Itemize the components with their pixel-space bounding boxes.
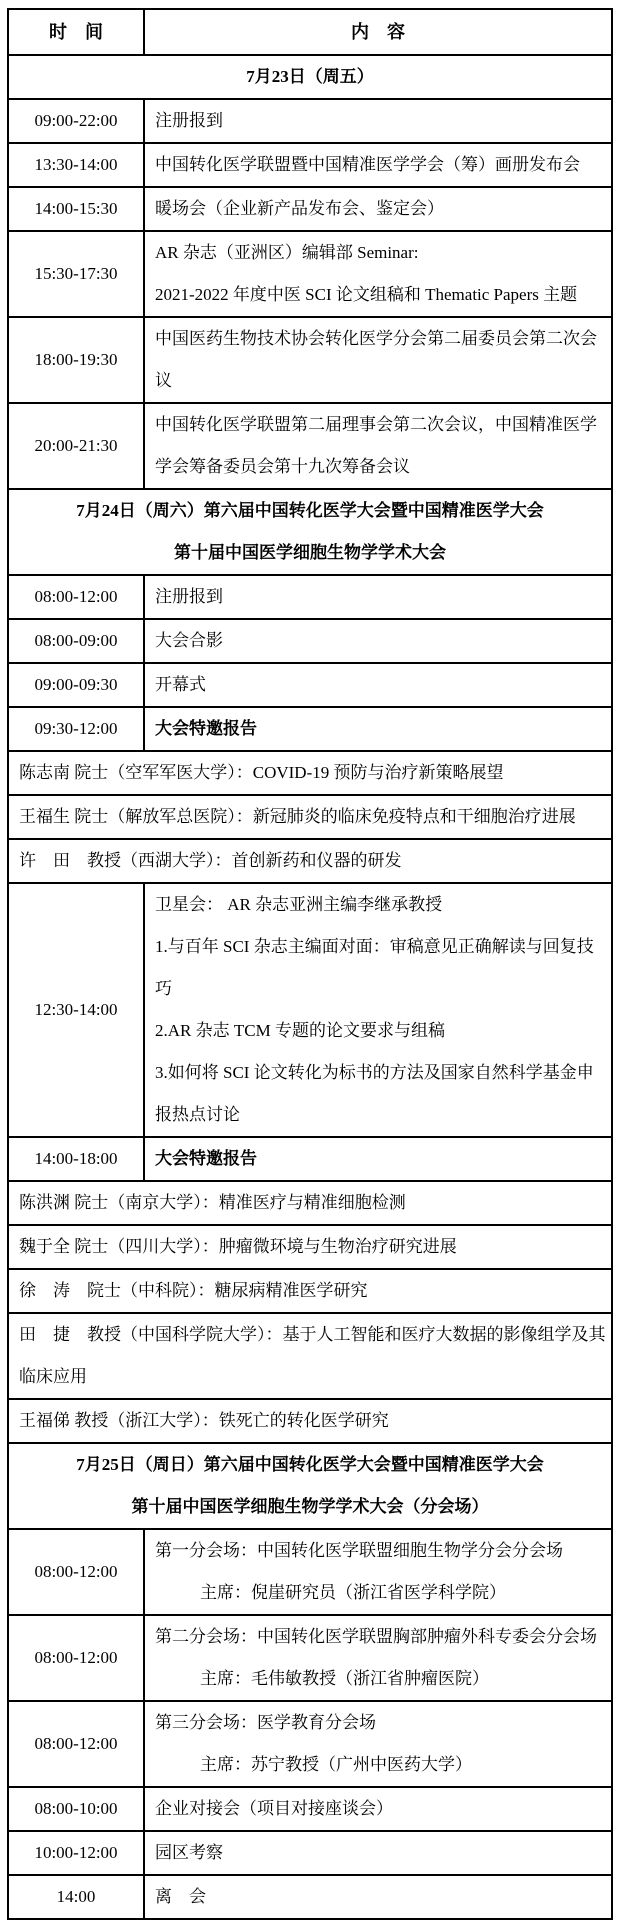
time-cell: 09:30-12:00 [8, 707, 144, 751]
session-row [8, 1615, 612, 1701]
time-cell: 08:00-12:00 [8, 1529, 144, 1615]
content-cell [144, 1787, 612, 1831]
content-line: 7月25日（周日）第六届中国转化医学大会暨中国精准医学大会 [76, 1455, 544, 1474]
content-cell [144, 575, 612, 619]
time-cell: 08:00-12:00 [8, 1615, 144, 1701]
content-column-header: 内 容 [144, 9, 612, 55]
content-cell [144, 663, 612, 707]
content-line: 1.与百年 SCI 杂志主编面对面：审稿意见正确解读与回复技巧 [155, 937, 594, 998]
content-cell [144, 883, 612, 1137]
time-cell: 14:00-18:00 [8, 1137, 144, 1181]
time-cell: 14:00-15:30 [8, 187, 144, 231]
speaker-cell [8, 1181, 612, 1225]
content-line: 离 会 [155, 1887, 206, 1906]
content-line: 2021-2022 年度中医 SCI 论文组稿和 Thematic Papers 主题 [155, 285, 578, 304]
content-cell [144, 403, 612, 489]
speaker-row [8, 795, 612, 839]
content-line: 主席：毛伟敏教授（浙江省肿瘤医院） [200, 1669, 489, 1688]
time-cell: 20:00-21:30 [8, 403, 144, 489]
content-line: 注册报到 [155, 587, 223, 606]
time-cell: 13:30-14:00 [8, 143, 144, 187]
content-line: 2.AR 杂志 TCM 专题的论文要求与组稿 [155, 1021, 445, 1040]
session-row [8, 1875, 612, 1919]
time-cell: 12:30-14:00 [8, 883, 144, 1137]
content-cell [144, 707, 612, 751]
session-row [8, 619, 612, 663]
speaker-row [8, 1181, 612, 1225]
time-cell: 08:00-12:00 [8, 1701, 144, 1787]
day-header-row [8, 489, 612, 575]
session-row [8, 1701, 612, 1787]
session-row [8, 663, 612, 707]
content-line: 主席：苏宁教授（广州中医药大学） [200, 1755, 472, 1774]
content-cell [144, 1137, 612, 1181]
content-line: 第三分会场：医学教育分会场 [155, 1713, 376, 1732]
day-header-cell [8, 489, 612, 575]
content-line: 王福生 院士（解放军总医院）：新冠肺炎的临床免疫特点和干细胞治疗进展 [19, 807, 576, 826]
session-row [8, 707, 612, 751]
content-line: 中国转化医学联盟第二届理事会第二次会议，中国精准医学学会筹备委员会第十九次筹备会议 [155, 415, 597, 476]
speaker-cell [8, 1269, 612, 1313]
content-line: AR 杂志（亚洲区）编辑部 Seminar: [155, 243, 419, 262]
speaker-row [8, 1399, 612, 1443]
content-cell [144, 143, 612, 187]
session-row [8, 883, 612, 1137]
content-line: 企业对接会（项目对接座谈会） [155, 1799, 393, 1818]
content-line: 卫星会： AR 杂志亚洲主编李继承教授 [155, 895, 443, 914]
time-cell: 09:00-09:30 [8, 663, 144, 707]
day-header-cell [8, 1443, 612, 1529]
content-cell [144, 1831, 612, 1875]
content-cell [144, 1875, 612, 1919]
content-cell [144, 317, 612, 403]
content-line: 大会特邀报告 [155, 719, 257, 738]
session-row [8, 403, 612, 489]
speaker-cell [8, 1313, 612, 1399]
content-line: 园区考察 [155, 1843, 223, 1862]
time-cell: 15:30-17:30 [8, 231, 144, 317]
time-cell: 08:00-12:00 [8, 575, 144, 619]
day-header-cell [8, 55, 612, 99]
content-line: 7月24日（周六）第六届中国转化医学大会暨中国精准医学大会 [76, 501, 544, 520]
content-line: 7月23日（周五） [246, 67, 374, 86]
session-row [8, 1529, 612, 1615]
content-line: 陈洪渊 院士（南京大学）：精准医疗与精准细胞检测 [19, 1193, 406, 1212]
content-line: 主席：倪崖研究员（浙江省医学科学院） [200, 1583, 506, 1602]
time-column-header: 时 间 [8, 9, 144, 55]
day-header-row [8, 1443, 612, 1529]
content-line: 田 捷 教授（中国科学院大学）：基于人工智能和医疗大数据的影像组学及其临床应用 [19, 1325, 606, 1386]
content-cell [144, 1701, 612, 1787]
content-line: 许 田 教授（西湖大学）：首创新药和仪器的研发 [19, 851, 402, 870]
session-row [8, 99, 612, 143]
speaker-row [8, 839, 612, 883]
content-cell [144, 1615, 612, 1701]
content-line: 第十届中国医学细胞生物学学术大会（分会场） [131, 1497, 489, 1516]
speaker-cell [8, 795, 612, 839]
speaker-cell [8, 839, 612, 883]
content-line: 大会合影 [155, 631, 223, 650]
speaker-cell [8, 1399, 612, 1443]
content-line: 魏于全 院士（四川大学）：肿瘤微环境与生物治疗研究进展 [19, 1237, 457, 1256]
content-line: 注册报到 [155, 111, 223, 130]
content-cell [144, 1529, 612, 1615]
content-line: 中国医药生物技术协会转化医学分会第二届委员会第二次会议 [155, 329, 597, 390]
session-row [8, 143, 612, 187]
speaker-row [8, 1225, 612, 1269]
content-cell [144, 619, 612, 663]
session-row [8, 187, 612, 231]
session-row [8, 317, 612, 403]
content-line: 徐 涛 院士（中科院）：糖尿病精准医学研究 [19, 1281, 368, 1300]
content-cell [144, 99, 612, 143]
content-line: 大会特邀报告 [155, 1149, 257, 1168]
content-line: 王福俤 教授（浙江大学）：铁死亡的转化医学研究 [19, 1411, 389, 1430]
day-header-row [8, 55, 612, 99]
time-cell: 08:00-10:00 [8, 1787, 144, 1831]
session-row [8, 1831, 612, 1875]
time-cell: 18:00-19:30 [8, 317, 144, 403]
content-line: 陈志南 院士（空军军医大学）：COVID-19 预防与治疗新策略展望 [19, 763, 504, 782]
time-cell: 08:00-09:00 [8, 619, 144, 663]
content-line: 第一分会场：中国转化医学联盟细胞生物学分会分会场 [155, 1541, 563, 1560]
time-cell: 09:00-22:00 [8, 99, 144, 143]
speaker-cell [8, 751, 612, 795]
speaker-row [8, 1269, 612, 1313]
session-row [8, 231, 612, 317]
content-line: 开幕式 [155, 675, 206, 694]
content-line: 第二分会场：中国转化医学联盟胸部肿瘤外科专委会分会场 [155, 1627, 597, 1646]
speaker-row [8, 1313, 612, 1399]
session-row [8, 575, 612, 619]
content-cell [144, 231, 612, 317]
content-line: 3.如何将 SCI 论文转化为标书的方法及国家自然科学基金申报热点讨论 [155, 1063, 594, 1124]
table-header-row [8, 9, 612, 55]
time-cell: 10:00-12:00 [8, 1831, 144, 1875]
schedule-table [7, 8, 613, 1920]
content-line: 暖场会（企业新产品发布会、鉴定会） [155, 199, 444, 218]
content-cell [144, 187, 612, 231]
time-cell: 14:00 [8, 1875, 144, 1919]
content-line: 第十届中国医学细胞生物学学术大会 [174, 543, 446, 562]
session-row [8, 1137, 612, 1181]
speaker-cell [8, 1225, 612, 1269]
content-line: 中国转化医学联盟暨中国精准医学学会（筹）画册发布会 [155, 155, 580, 174]
session-row [8, 1787, 612, 1831]
speaker-row [8, 751, 612, 795]
